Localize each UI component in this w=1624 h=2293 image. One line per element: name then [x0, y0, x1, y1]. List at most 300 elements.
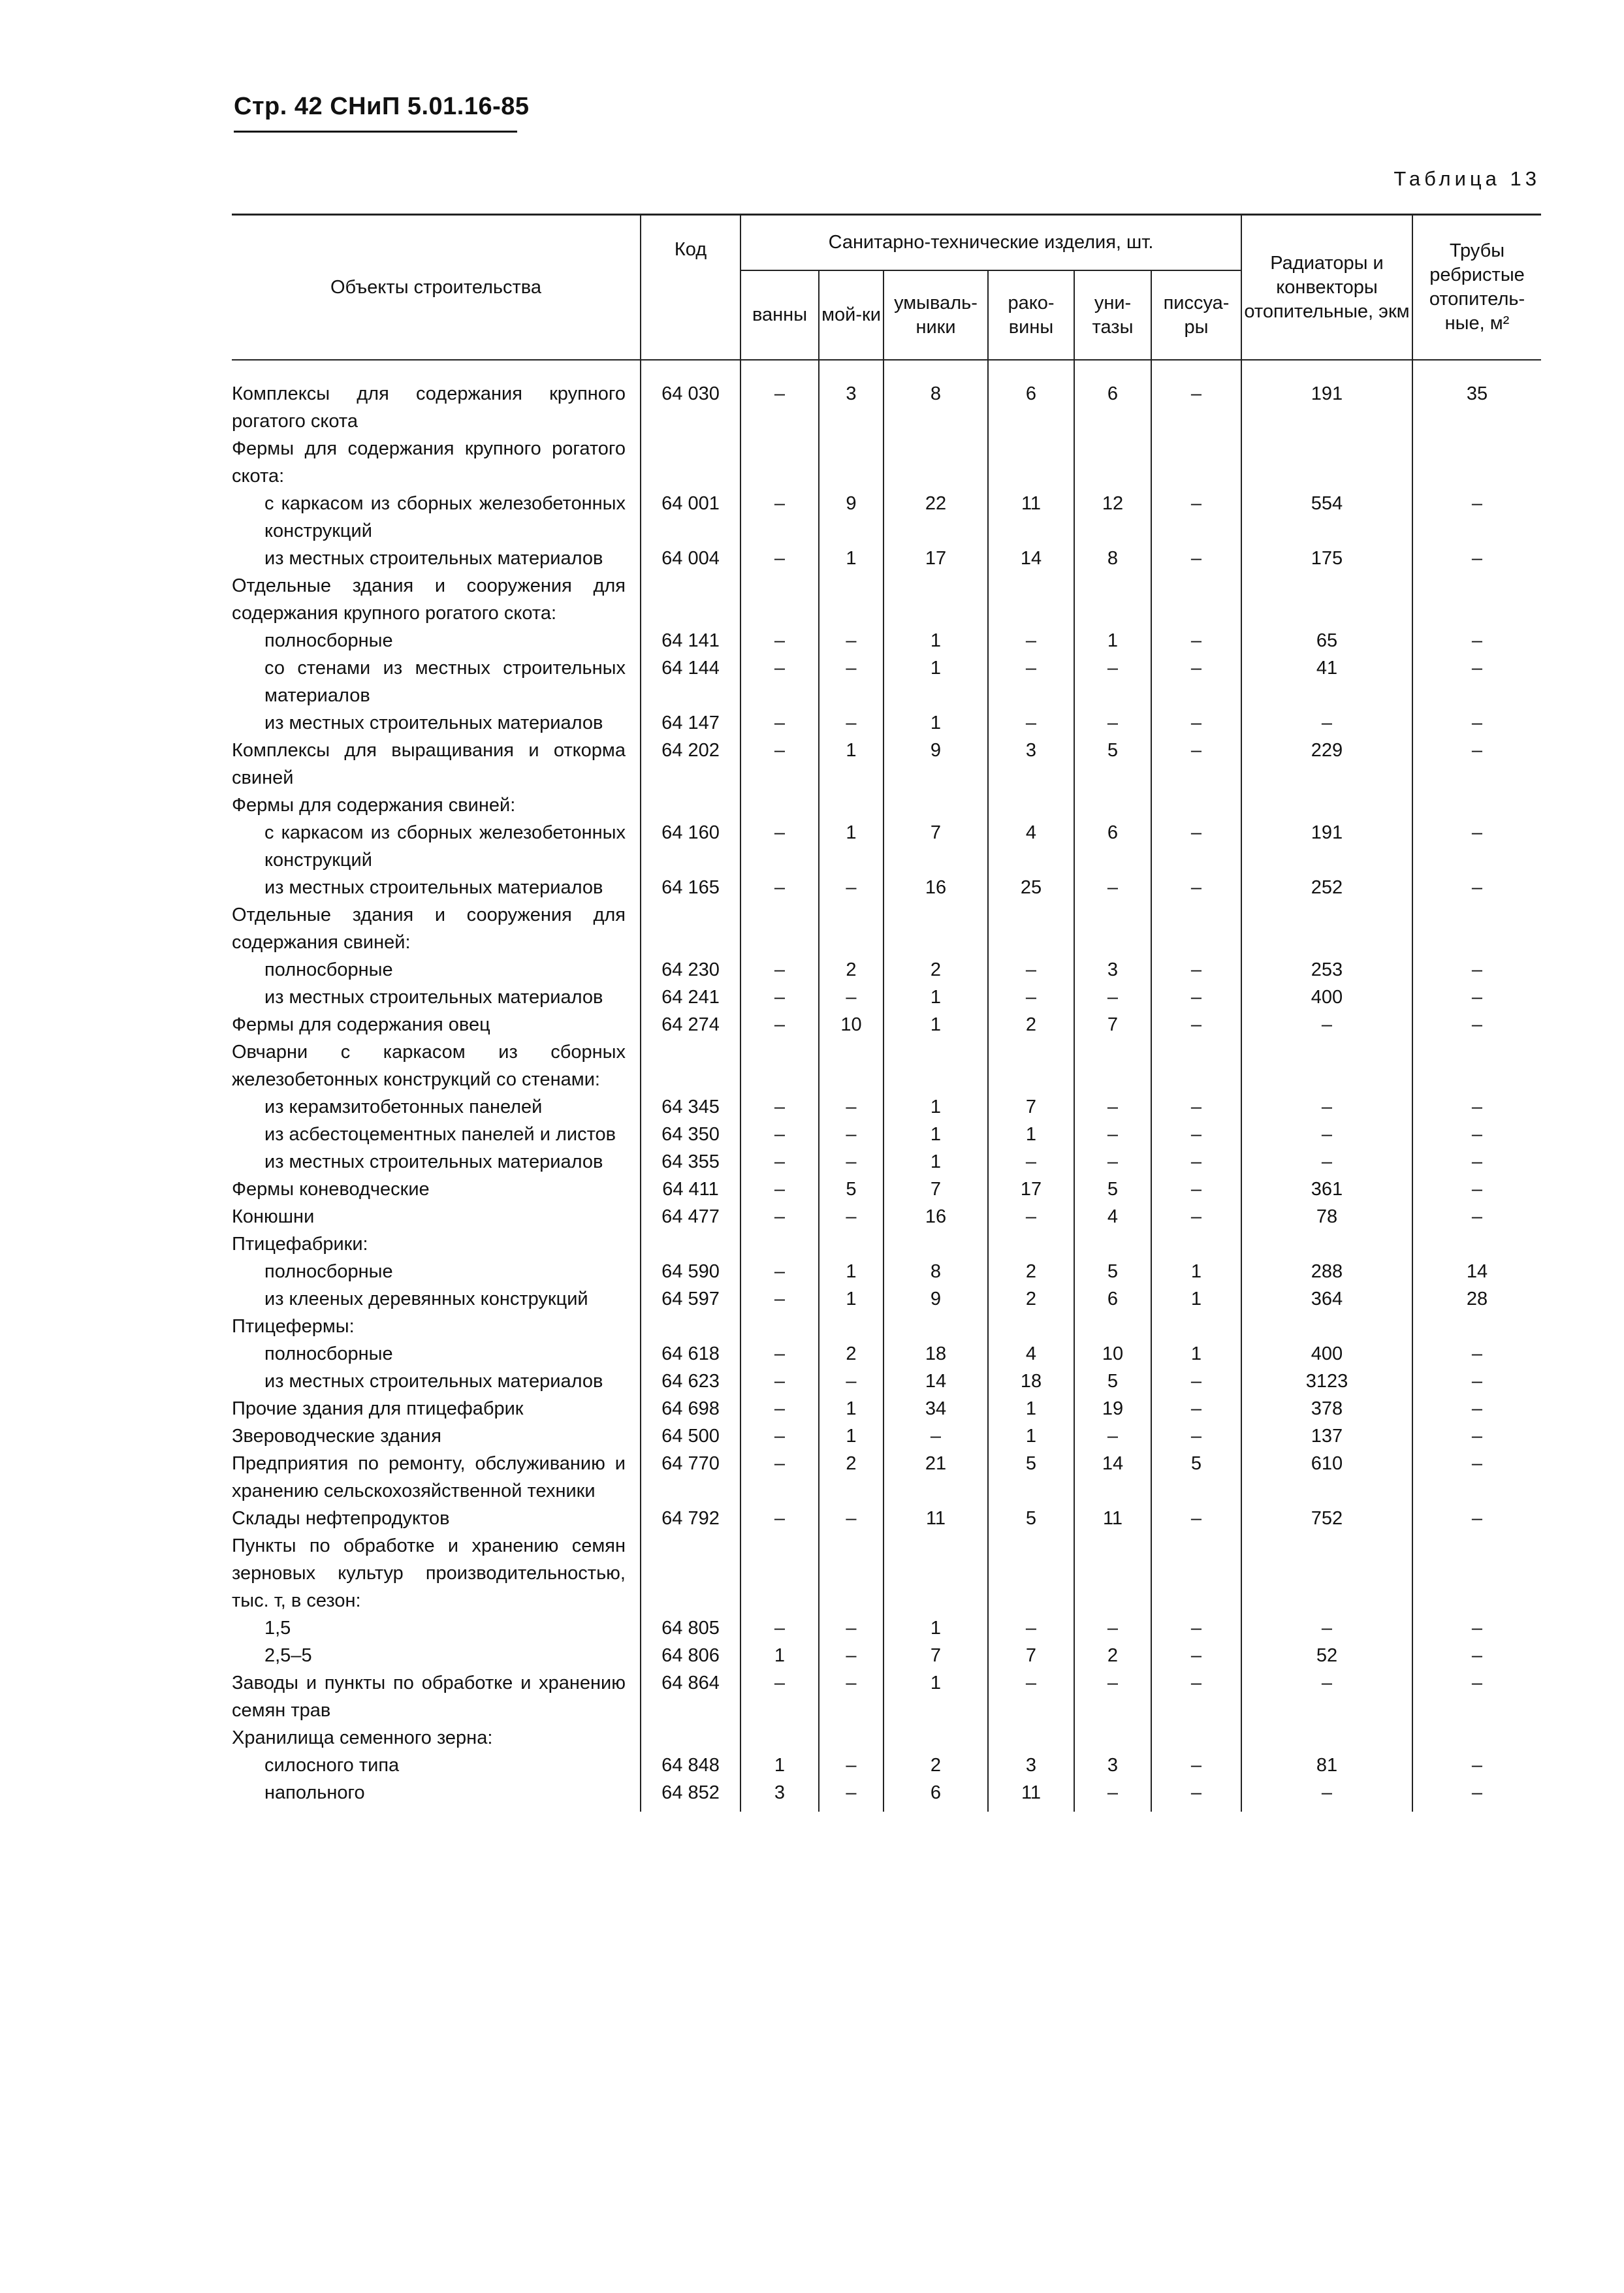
cell-object-name: Фермы для содержания крупного рогатого скота:	[232, 438, 626, 487]
cell-urinal: –	[1151, 1642, 1241, 1669]
cell-radiators: 41	[1241, 654, 1412, 709]
cell-washbasin: 17	[884, 545, 988, 572]
cell-sink: –	[819, 627, 884, 654]
cell-washbasin	[884, 901, 988, 956]
cell-basin: 5	[988, 1450, 1074, 1505]
cell-code: 64 165	[641, 874, 740, 901]
cell-sink: 2	[819, 1450, 884, 1505]
cell-urinal: 1	[1151, 1285, 1241, 1313]
cell-toilet: 5	[1074, 1258, 1151, 1285]
cell-object-name: силосного типа	[264, 1755, 400, 1776]
cell-urinal: –	[1151, 1093, 1241, 1121]
cell-toilet: –	[1074, 1779, 1151, 1812]
cell-toilet: 4	[1074, 1203, 1151, 1230]
cell-sink: –	[819, 709, 884, 737]
cell-radiators	[1241, 1038, 1412, 1093]
cell-bath: 3	[740, 1779, 819, 1812]
cell-pipes	[1412, 1724, 1541, 1752]
cell-pipes: –	[1412, 1614, 1541, 1642]
cell-washbasin: 1	[884, 1148, 988, 1176]
cell-toilet	[1074, 1724, 1151, 1752]
cell-code: 64 590	[641, 1258, 740, 1285]
cell-urinal: –	[1151, 737, 1241, 792]
cell-washbasin: 1	[884, 1669, 988, 1724]
cell-radiators: 78	[1241, 1203, 1412, 1230]
cell-toilet: –	[1074, 1614, 1151, 1642]
cell-object-name: из керамзитобетонных панелей	[264, 1097, 543, 1117]
cell-radiators	[1241, 901, 1412, 956]
cell-pipes	[1412, 792, 1541, 819]
cell-bath: –	[740, 1669, 819, 1724]
cell-toilet	[1074, 901, 1151, 956]
cell-basin: 1	[988, 1395, 1074, 1422]
col-header-basin: рако-вины	[988, 270, 1074, 360]
cell-washbasin: 18	[884, 1340, 988, 1368]
cell-sink: –	[819, 1669, 884, 1724]
cell-radiators: 252	[1241, 874, 1412, 901]
cell-basin: 1	[988, 1121, 1074, 1148]
col-header-code: Код	[641, 215, 740, 361]
col-header-sink: мой-ки	[819, 270, 884, 360]
cell-object-name: со стенами из местных строительных материалов	[264, 658, 626, 706]
cell-bath: –	[740, 1011, 819, 1038]
table-row	[232, 572, 1541, 627]
cell-bath	[740, 1230, 819, 1258]
cell-pipes: –	[1412, 1203, 1541, 1230]
cell-toilet	[1074, 572, 1151, 627]
cell-code: 64 411	[641, 1176, 740, 1203]
cell-bath	[740, 435, 819, 490]
cell-urinal: –	[1151, 709, 1241, 737]
cell-pipes: –	[1412, 984, 1541, 1011]
cell-sink: 1	[819, 1258, 884, 1285]
cell-pipes: –	[1412, 627, 1541, 654]
cell-bath: –	[740, 1422, 819, 1450]
cell-sink: –	[819, 1614, 884, 1642]
table-row	[232, 1505, 1541, 1532]
table-row	[232, 1340, 1541, 1368]
cell-pipes	[1412, 1313, 1541, 1340]
cell-sink	[819, 435, 884, 490]
cell-basin: 14	[988, 545, 1074, 572]
cell-sink: 3	[819, 380, 884, 435]
cell-washbasin: 8	[884, 1258, 988, 1285]
cell-washbasin: 1	[884, 1011, 988, 1038]
cell-radiators: 400	[1241, 1340, 1412, 1368]
cell-bath: 1	[740, 1642, 819, 1669]
cell-basin	[988, 901, 1074, 956]
cell-sink: –	[819, 1505, 884, 1532]
cell-urinal: –	[1151, 984, 1241, 1011]
cell-washbasin: 1	[884, 1614, 988, 1642]
cell-pipes: –	[1412, 1121, 1541, 1148]
col-header-radiators: Радиаторы и конвекторы отопительные, экм	[1241, 215, 1412, 361]
cell-object-name: Фермы для содержания свиней:	[232, 795, 516, 816]
cell-object-name: напольного	[264, 1782, 365, 1803]
cell-code	[641, 901, 740, 956]
table-caption: Таблица 13	[1393, 167, 1540, 190]
table-row	[232, 545, 1541, 572]
cell-urinal: –	[1151, 1752, 1241, 1779]
header-underline	[234, 131, 517, 133]
cell-basin: 7	[988, 1642, 1074, 1669]
cell-toilet: 5	[1074, 1368, 1151, 1395]
cell-code: 64 001	[641, 490, 740, 545]
cell-pipes	[1412, 901, 1541, 956]
cell-code: 64 864	[641, 1669, 740, 1724]
cell-urinal	[1151, 901, 1241, 956]
cell-washbasin: 1	[884, 627, 988, 654]
cell-code: 64 477	[641, 1203, 740, 1230]
cell-basin: –	[988, 627, 1074, 654]
cell-bath	[740, 1532, 819, 1614]
cell-object-name: полносборные	[264, 1261, 393, 1282]
cell-toilet: 14	[1074, 1450, 1151, 1505]
table-row	[232, 1285, 1541, 1313]
cell-sink: –	[819, 1203, 884, 1230]
table-row	[232, 1258, 1541, 1285]
cell-basin: 11	[988, 1779, 1074, 1812]
cell-washbasin: 1	[884, 1093, 988, 1121]
cell-basin: 25	[988, 874, 1074, 901]
table-row	[232, 1395, 1541, 1422]
cell-radiators	[1241, 435, 1412, 490]
cell-pipes	[1412, 572, 1541, 627]
cell-radiators: –	[1241, 1011, 1412, 1038]
cell-object-name: полносборные	[264, 959, 393, 980]
cell-pipes: –	[1412, 1752, 1541, 1779]
cell-object-name: Отдельные здания и сооружения для содержания свиней:	[232, 905, 626, 953]
cell-basin: –	[988, 956, 1074, 984]
cell-object-name: из местных строительных материалов	[264, 713, 603, 733]
cell-basin: 5	[988, 1505, 1074, 1532]
cell-radiators: 191	[1241, 819, 1412, 874]
cell-urinal: –	[1151, 1368, 1241, 1395]
cell-pipes: –	[1412, 1450, 1541, 1505]
cell-basin	[988, 1230, 1074, 1258]
cell-object-name: из местных строительных материалов	[264, 1371, 603, 1392]
table-row	[232, 1368, 1541, 1395]
cell-basin: 3	[988, 1752, 1074, 1779]
cell-object-name: Птицефермы:	[232, 1316, 355, 1337]
cell-pipes: –	[1412, 1176, 1541, 1203]
cell-pipes	[1412, 435, 1541, 490]
cell-radiators: 610	[1241, 1450, 1412, 1505]
cell-washbasin	[884, 1313, 988, 1340]
cell-radiators: 554	[1241, 490, 1412, 545]
cell-sink: –	[819, 1093, 884, 1121]
cell-code: 64 500	[641, 1422, 740, 1450]
col-header-urinal: писсуа-ры	[1151, 270, 1241, 360]
cell-toilet: 1	[1074, 627, 1151, 654]
cell-toilet: 2	[1074, 1642, 1151, 1669]
cell-pipes: –	[1412, 1093, 1541, 1121]
cell-washbasin	[884, 435, 988, 490]
cell-radiators	[1241, 1724, 1412, 1752]
cell-urinal: –	[1151, 1011, 1241, 1038]
cell-code: 64 623	[641, 1368, 740, 1395]
cell-urinal: –	[1151, 1669, 1241, 1724]
cell-toilet: 7	[1074, 1011, 1151, 1038]
cell-radiators: 81	[1241, 1752, 1412, 1779]
cell-toilet: –	[1074, 1148, 1151, 1176]
cell-code: 64 350	[641, 1121, 740, 1148]
cell-radiators: 65	[1241, 627, 1412, 654]
cell-bath: –	[740, 1614, 819, 1642]
cell-object-name: Фермы коневодческие	[232, 1179, 430, 1200]
cell-code: 64 345	[641, 1093, 740, 1121]
cell-basin: 2	[988, 1258, 1074, 1285]
cell-urinal	[1151, 435, 1241, 490]
cell-sink: 2	[819, 1340, 884, 1368]
cell-code: 64 144	[641, 654, 740, 709]
cell-bath: –	[740, 709, 819, 737]
cell-basin	[988, 1724, 1074, 1752]
cell-pipes: –	[1412, 545, 1541, 572]
cell-pipes: –	[1412, 737, 1541, 792]
cell-basin	[988, 792, 1074, 819]
cell-bath	[740, 901, 819, 956]
cell-object-name: из клееных деревянных конструкций	[264, 1289, 588, 1309]
cell-washbasin: 9	[884, 1285, 988, 1313]
cell-bath	[740, 1313, 819, 1340]
cell-bath: –	[740, 654, 819, 709]
cell-code	[641, 1532, 740, 1614]
cell-object-name: Фермы для содержания овец	[232, 1014, 490, 1035]
cell-pipes: –	[1412, 1395, 1541, 1422]
cell-pipes: –	[1412, 1779, 1541, 1812]
cell-radiators	[1241, 1532, 1412, 1614]
cell-bath	[740, 1038, 819, 1093]
cell-pipes: –	[1412, 1148, 1541, 1176]
cell-toilet: 3	[1074, 1752, 1151, 1779]
cell-washbasin: 9	[884, 737, 988, 792]
cell-object-name: Пункты по обработке и хранению семян зерновых культур производительностью, тыс. т, в сезон:	[232, 1535, 626, 1611]
cell-bath: –	[740, 1093, 819, 1121]
cell-urinal: –	[1151, 1176, 1241, 1203]
cell-radiators: 3123	[1241, 1368, 1412, 1395]
cell-object-name: Звероводческие здания	[232, 1426, 441, 1447]
cell-object-name: Птицефабрики:	[232, 1234, 368, 1255]
cell-basin: 7	[988, 1093, 1074, 1121]
table-row	[232, 490, 1541, 545]
table-row	[232, 380, 1541, 435]
cell-object-name: Овчарни с каркасом из сборных железобетонных конструкций со стенами:	[232, 1042, 626, 1090]
cell-toilet: –	[1074, 654, 1151, 709]
cell-washbasin: 2	[884, 956, 988, 984]
col-header-sanitary-group: Санитарно-технические изделия, шт.	[740, 215, 1241, 271]
cell-sink: –	[819, 1368, 884, 1395]
cell-pipes	[1412, 1532, 1541, 1614]
cell-basin: 2	[988, 1011, 1074, 1038]
cell-bath: –	[740, 380, 819, 435]
cell-urinal: –	[1151, 1422, 1241, 1450]
cell-washbasin: 1	[884, 1121, 988, 1148]
cell-pipes: –	[1412, 1422, 1541, 1450]
cell-basin: 4	[988, 1340, 1074, 1368]
cell-code	[641, 572, 740, 627]
cell-object-name: из асбестоцементных панелей и листов	[264, 1124, 616, 1145]
cell-sink: 9	[819, 490, 884, 545]
table-row	[232, 874, 1541, 901]
cell-code: 64 030	[641, 380, 740, 435]
cell-sink: –	[819, 874, 884, 901]
cell-toilet: –	[1074, 984, 1151, 1011]
cell-radiators: –	[1241, 1669, 1412, 1724]
cell-toilet: 5	[1074, 737, 1151, 792]
cell-basin: 1	[988, 1422, 1074, 1450]
table-row	[232, 1669, 1541, 1724]
cell-washbasin	[884, 572, 988, 627]
col-header-bath: ванны	[740, 270, 819, 360]
cell-code: 64 147	[641, 709, 740, 737]
cell-pipes: 35	[1412, 380, 1541, 435]
cell-pipes: –	[1412, 490, 1541, 545]
cell-bath: –	[740, 1121, 819, 1148]
cell-washbasin: 16	[884, 874, 988, 901]
cell-object-name: Отдельные здания и сооружения для содержания крупного рогатого скота:	[232, 575, 626, 624]
cell-urinal: –	[1151, 1148, 1241, 1176]
cell-toilet: 12	[1074, 490, 1151, 545]
cell-sink: 1	[819, 737, 884, 792]
cell-object-name: Комплексы для содержания крупного рогатого скота	[232, 383, 626, 432]
cell-radiators: –	[1241, 1779, 1412, 1812]
cell-code	[641, 1724, 740, 1752]
cell-bath: –	[740, 1368, 819, 1395]
cell-bath: –	[740, 1176, 819, 1203]
cell-pipes: –	[1412, 819, 1541, 874]
cell-code: 64 792	[641, 1505, 740, 1532]
table-row	[232, 1148, 1541, 1176]
cell-code: 64 597	[641, 1285, 740, 1313]
col-header-pipes: Трубы ребристые отопитель-ные, м²	[1412, 215, 1541, 361]
cell-urinal	[1151, 1230, 1241, 1258]
cell-toilet	[1074, 1532, 1151, 1614]
cell-urinal	[1151, 1038, 1241, 1093]
cell-radiators	[1241, 1230, 1412, 1258]
cell-radiators: 361	[1241, 1176, 1412, 1203]
cell-basin: –	[988, 1203, 1074, 1230]
cell-urinal: –	[1151, 956, 1241, 984]
cell-toilet: –	[1074, 709, 1151, 737]
cell-urinal: –	[1151, 654, 1241, 709]
cell-washbasin: 1	[884, 984, 988, 1011]
cell-object-name: Заводы и пункты по обработке и хранению семян трав	[232, 1673, 626, 1721]
cell-toilet	[1074, 1230, 1151, 1258]
cell-code: 64 770	[641, 1450, 740, 1505]
cell-object-name: полносборные	[264, 1343, 393, 1364]
cell-object-name: из местных строительных материалов	[264, 548, 603, 569]
cell-sink	[819, 572, 884, 627]
equipment-table	[232, 214, 1541, 1812]
cell-pipes: –	[1412, 874, 1541, 901]
cell-sink: –	[819, 1148, 884, 1176]
cell-radiators	[1241, 572, 1412, 627]
cell-code	[641, 1230, 740, 1258]
cell-object-name: из местных строительных материалов	[264, 987, 603, 1008]
cell-basin	[988, 1038, 1074, 1093]
cell-urinal: –	[1151, 380, 1241, 435]
cell-toilet	[1074, 792, 1151, 819]
cell-toilet: –	[1074, 1093, 1151, 1121]
cell-pipes: –	[1412, 956, 1541, 984]
cell-code: 64 618	[641, 1340, 740, 1368]
cell-washbasin	[884, 1724, 988, 1752]
cell-basin: –	[988, 709, 1074, 737]
cell-bath: 1	[740, 1752, 819, 1779]
cell-pipes	[1412, 1230, 1541, 1258]
table-row	[232, 1779, 1541, 1812]
cell-urinal	[1151, 1532, 1241, 1614]
cell-urinal	[1151, 792, 1241, 819]
cell-sink: –	[819, 984, 884, 1011]
col-header-toilet: уни-тазы	[1074, 270, 1151, 360]
cell-basin: 6	[988, 380, 1074, 435]
cell-washbasin: 14	[884, 1368, 988, 1395]
table-row	[232, 1532, 1541, 1614]
cell-toilet	[1074, 435, 1151, 490]
cell-urinal: 1	[1151, 1340, 1241, 1368]
cell-bath: –	[740, 1148, 819, 1176]
cell-toilet	[1074, 1038, 1151, 1093]
cell-bath: –	[740, 545, 819, 572]
table-row	[232, 1422, 1541, 1450]
cell-washbasin: 34	[884, 1395, 988, 1422]
cell-toilet: 8	[1074, 545, 1151, 572]
cell-toilet: 6	[1074, 819, 1151, 874]
cell-washbasin: 6	[884, 1779, 988, 1812]
cell-code	[641, 792, 740, 819]
table-row	[232, 1121, 1541, 1148]
col-header-objects: Объекты строительства	[232, 215, 641, 361]
cell-toilet: 19	[1074, 1395, 1151, 1422]
cell-basin: –	[988, 654, 1074, 709]
table-row	[232, 956, 1541, 984]
cell-toilet: 5	[1074, 1176, 1151, 1203]
cell-sink: –	[819, 1642, 884, 1669]
cell-basin	[988, 1532, 1074, 1614]
cell-code: 64 805	[641, 1614, 740, 1642]
cell-radiators: 752	[1241, 1505, 1412, 1532]
cell-object-name: 2,5–5	[264, 1645, 312, 1666]
cell-pipes	[1412, 1038, 1541, 1093]
cell-urinal	[1151, 1313, 1241, 1340]
table-row	[232, 792, 1541, 819]
cell-pipes: –	[1412, 709, 1541, 737]
cell-urinal: –	[1151, 1614, 1241, 1642]
cell-toilet: –	[1074, 874, 1151, 901]
cell-pipes: –	[1412, 1669, 1541, 1724]
cell-bath: –	[740, 627, 819, 654]
cell-radiators: 52	[1241, 1642, 1412, 1669]
cell-basin: 17	[988, 1176, 1074, 1203]
cell-sink: 1	[819, 1285, 884, 1313]
cell-radiators: 288	[1241, 1258, 1412, 1285]
cell-washbasin: 11	[884, 1505, 988, 1532]
cell-toilet: 6	[1074, 1285, 1151, 1313]
table-row	[232, 627, 1541, 654]
cell-toilet: –	[1074, 1669, 1151, 1724]
cell-urinal	[1151, 1724, 1241, 1752]
cell-radiators: 191	[1241, 380, 1412, 435]
cell-sink	[819, 1230, 884, 1258]
table-row	[232, 1642, 1541, 1669]
table-row	[232, 1203, 1541, 1230]
cell-code: 64 848	[641, 1752, 740, 1779]
cell-code: 64 202	[641, 737, 740, 792]
cell-urinal: –	[1151, 819, 1241, 874]
cell-toilet: 11	[1074, 1505, 1151, 1532]
